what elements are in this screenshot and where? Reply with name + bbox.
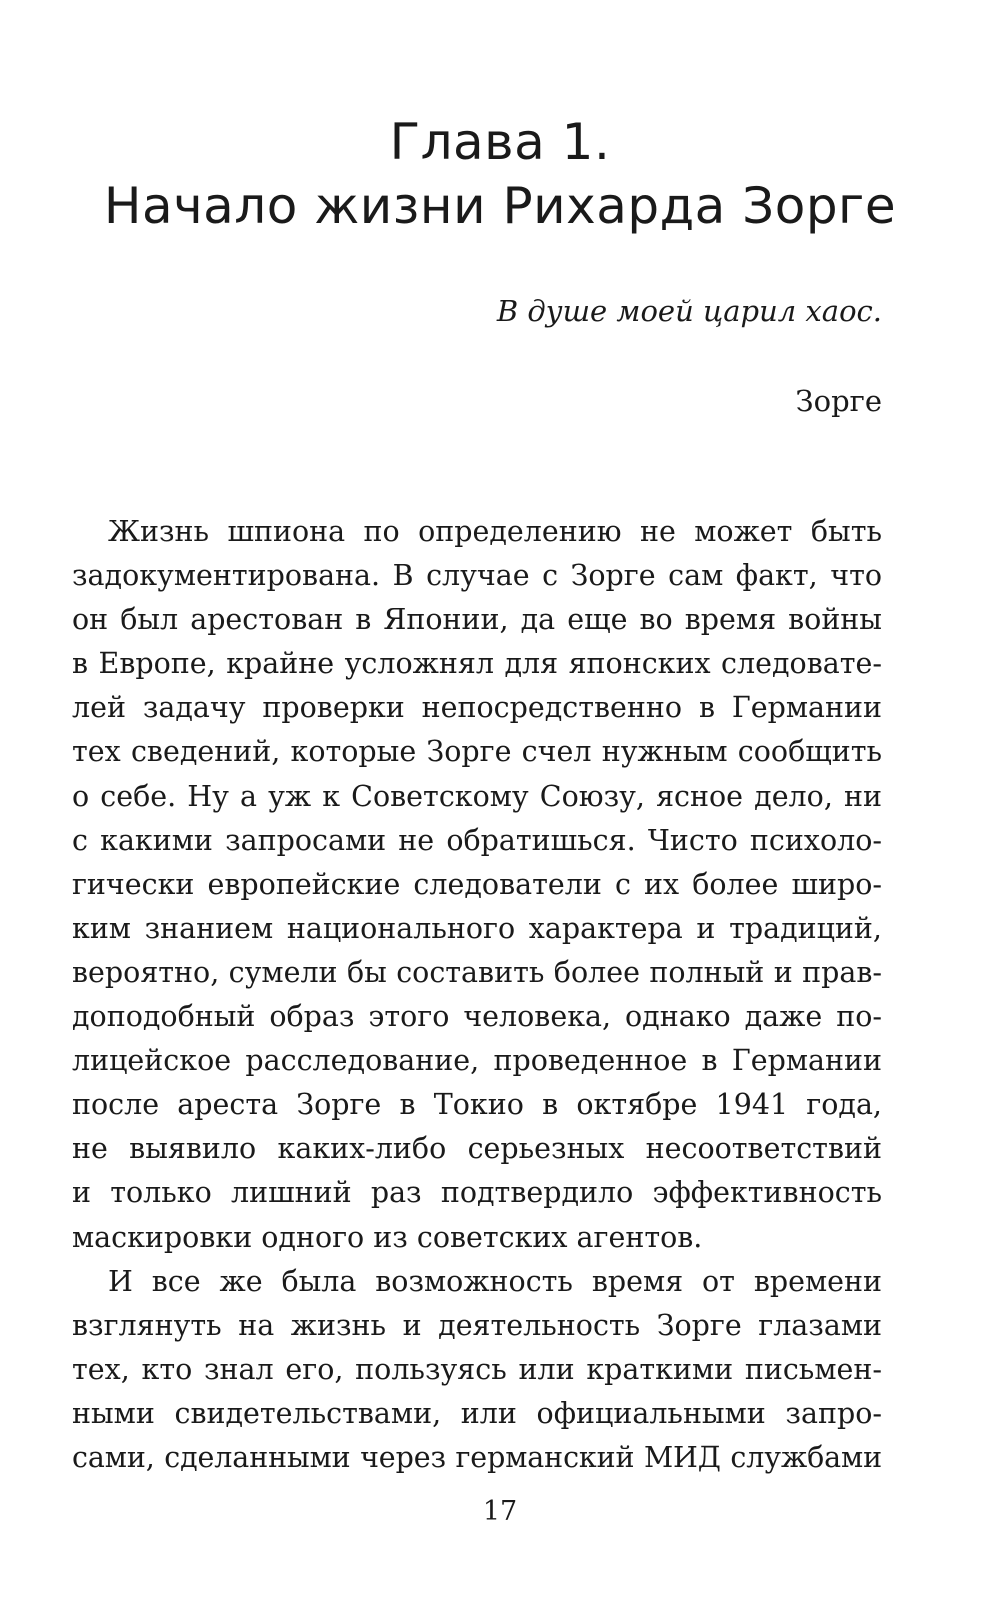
paragraph-1 — [72, 510, 882, 1260]
text-line: лей задачу проверки непосредственно в Германии — [72, 691, 882, 725]
text-line: не выявило каких-либо серьезных несоответствий — [72, 1132, 882, 1166]
text-line: Жизнь шпиона по определению не может быть — [108, 515, 882, 548]
text-line: лицейское расследование, проведенное в Германии — [72, 1044, 882, 1078]
text-line: доподобный образ этого человека, однако даже по- — [72, 1000, 882, 1034]
epigraph-author: Зорге — [795, 384, 882, 418]
text-line: задокументирована. В случае с Зорге сам факт, что — [72, 559, 882, 593]
text-line: ким знанием национального характера и традиций, — [72, 911, 882, 945]
text-line: гически европейские следователи с их более широ- — [72, 867, 882, 901]
chapter-title — [60, 110, 940, 238]
text-line: после ареста Зорге в Токио в октябре 1941 года, — [72, 1088, 882, 1122]
text-line: И все же была возможность время от времени — [108, 1264, 882, 1298]
text-line: тех, кто знал его, пользуясь или краткими письмен- — [72, 1352, 882, 1386]
text-line: о себе. Ну а уж к Советскому Союзу, ясное дело, ни — [72, 779, 882, 813]
text-line: маскировки одного из советских агентов. — [72, 1220, 703, 1254]
text-line: он был арестован в Японии, да еще во время войны — [72, 603, 882, 637]
text-line: и только лишний раз подтвердило эффективность — [72, 1176, 882, 1210]
text-line: ными свидетельствами, или официальными запро- — [72, 1396, 882, 1430]
body-text — [72, 510, 882, 1480]
text-line: сами, сделанными через германский МИД службами — [72, 1440, 882, 1474]
paragraph-2 — [72, 1260, 882, 1480]
text-line: взглянуть на жизнь и деятельность Зорге глазами — [72, 1308, 882, 1342]
chapter-name: Начало жизни Рихарда Зорге — [103, 177, 897, 235]
chapter-number: Глава 1. — [389, 113, 611, 171]
text-line: вероятно, сумели бы составить более полный и прав- — [72, 955, 882, 989]
page-number: 17 — [482, 1496, 518, 1527]
epigraph-quote: В душе моей царил хаос. — [496, 294, 882, 328]
text-line: тех сведений, которые Зорге счел нужным сообщить — [72, 735, 882, 769]
text-line: с какими запросами не обратишься. Чисто психоло- — [72, 823, 882, 857]
text-line: в Европе, крайне усложнял для японских следовате- — [72, 647, 882, 681]
